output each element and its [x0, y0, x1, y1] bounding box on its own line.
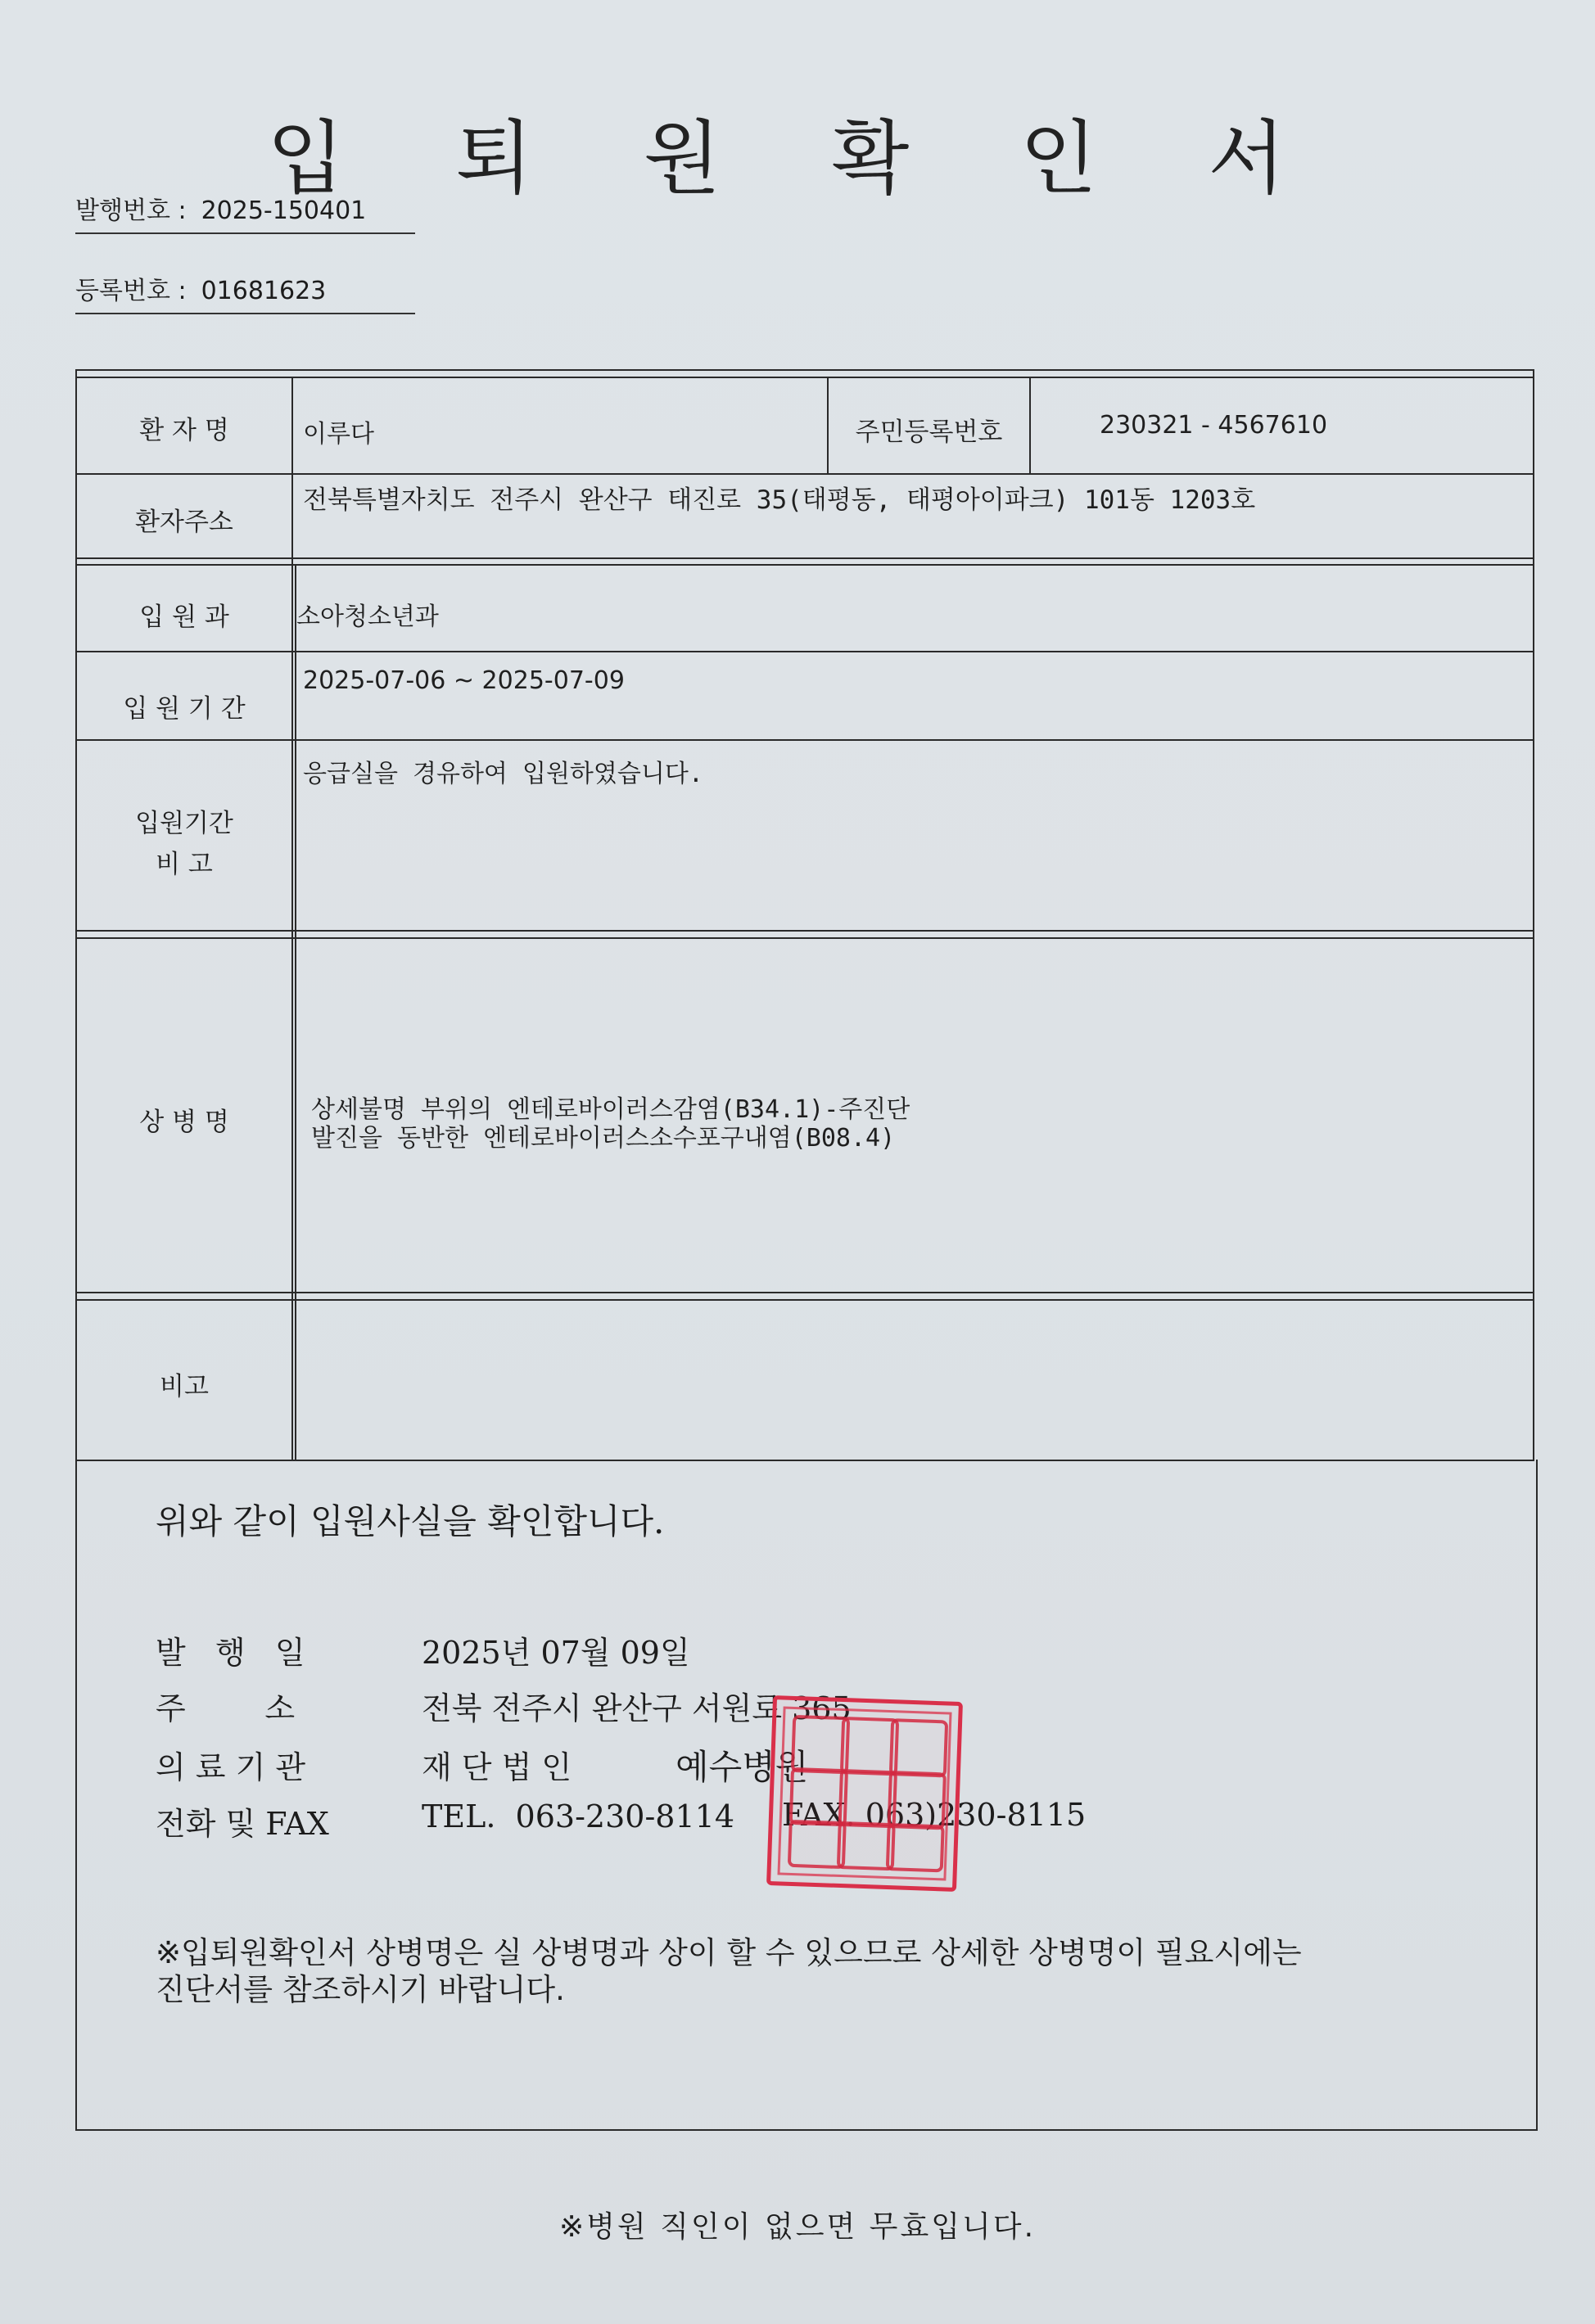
- hospital-address-label: 주 소: [156, 1690, 296, 1726]
- hospital-seal-stamp: [766, 1695, 963, 1892]
- table-border: [1533, 369, 1534, 1461]
- institution-label: 의 료 기 관: [156, 1749, 306, 1785]
- disclaimer-line-1: ※입퇴원확인서 상병명은 실 상병명과 상이 할 수 있으므로 상세한 상병명이 필요시에는: [156, 1935, 1302, 1970]
- fax-number: FAX. 063)230-8115: [782, 1797, 1087, 1833]
- hospital-address-value: 전북 전주시 완산구 서원로 365: [422, 1690, 852, 1726]
- diagnosis-label: 상 병 명: [139, 1108, 229, 1137]
- seal-glyph: [886, 1823, 945, 1872]
- table-border: [75, 2129, 1538, 2131]
- table-border: [75, 557, 1533, 559]
- table-border: [75, 1299, 1533, 1301]
- rrn-label: 주민등록번호: [855, 417, 1003, 447]
- table-border: [295, 564, 296, 1460]
- diagnosis-line-2: 발진을 동반한 엔테로바이러스소수포구내염(B08.4): [311, 1124, 896, 1153]
- confirmation-statement: 위와 같이 입원사실을 확인합니다.: [156, 1501, 665, 1541]
- document-title: 입 퇴 원 확 인 서: [267, 112, 1328, 205]
- patient-name-label: 환 자 명: [139, 416, 229, 445]
- issue-number-value: 2025-150401: [201, 196, 367, 225]
- validity-note: ※병원 직인이 없으면 무효입니다.: [558, 2210, 1037, 2244]
- admission-remarks-label-line2: 비 고: [156, 850, 213, 879]
- disclaimer-line-2: 진단서를 참조하시기 바랍니다.: [156, 1972, 565, 2007]
- table-border: [75, 473, 1533, 475]
- telephone-number: TEL. 063-230-8114: [422, 1798, 735, 1834]
- table-border: [75, 369, 77, 2131]
- table-border: [75, 651, 1533, 652]
- table-border: [75, 377, 1533, 378]
- institution-type: 재 단 법 인: [422, 1749, 572, 1785]
- registration-number-value: 01681623: [201, 277, 327, 305]
- patient-name-value: 이루다: [303, 420, 374, 449]
- admission-period-label: 입 원 기 간: [123, 694, 246, 724]
- notes-label: 비고: [160, 1372, 209, 1401]
- table-border: [75, 930, 1533, 932]
- institution-name: 예수병원: [676, 1747, 809, 1787]
- registration-number: [75, 270, 415, 314]
- diagnosis-line-1: 상세불명 부위의 엔테로바이러스감염(B34.1)-주진단: [311, 1095, 910, 1124]
- table-border: [75, 369, 1533, 371]
- admission-remarks-label-line1: 입원기간: [135, 809, 233, 838]
- table-border: [75, 739, 1533, 741]
- table-border: [75, 1460, 1533, 1461]
- seal-glyph: [888, 1771, 947, 1830]
- registration-number-label: 등록번호 :: [75, 277, 187, 305]
- contact-label: 전화 및 FAX: [156, 1806, 329, 1842]
- issue-number-label: 발행번호 :: [75, 196, 187, 225]
- admission-remarks-value: 응급실을 경유하여 입원하였습니다.: [303, 760, 703, 788]
- admission-period-value: 2025-07-06 ~ 2025-07-09: [303, 666, 625, 695]
- department-label: 입 원 과: [139, 602, 229, 632]
- patient-address-value: 전북특별자치도 전주시 완산구 태진로 35(태평동, 태평아이파크) 101동 1203호: [303, 485, 1256, 515]
- issue-date-label: 발 행 일: [156, 1635, 305, 1671]
- table-border: [75, 1292, 1533, 1293]
- patient-address-label: 환자주소: [135, 508, 233, 537]
- rrn-value: 230321 - 4567610: [1100, 411, 1328, 440]
- table-border: [291, 377, 293, 1460]
- issue-number: [75, 190, 415, 234]
- issue-date-value: 2025년 07월 09일: [422, 1635, 690, 1671]
- table-border: [75, 564, 1533, 566]
- table-border: [1029, 377, 1031, 475]
- table-border: [1536, 1460, 1538, 2131]
- seal-glyph: [889, 1718, 948, 1777]
- department-value: 소아청소년과: [296, 602, 439, 631]
- table-border: [75, 937, 1533, 939]
